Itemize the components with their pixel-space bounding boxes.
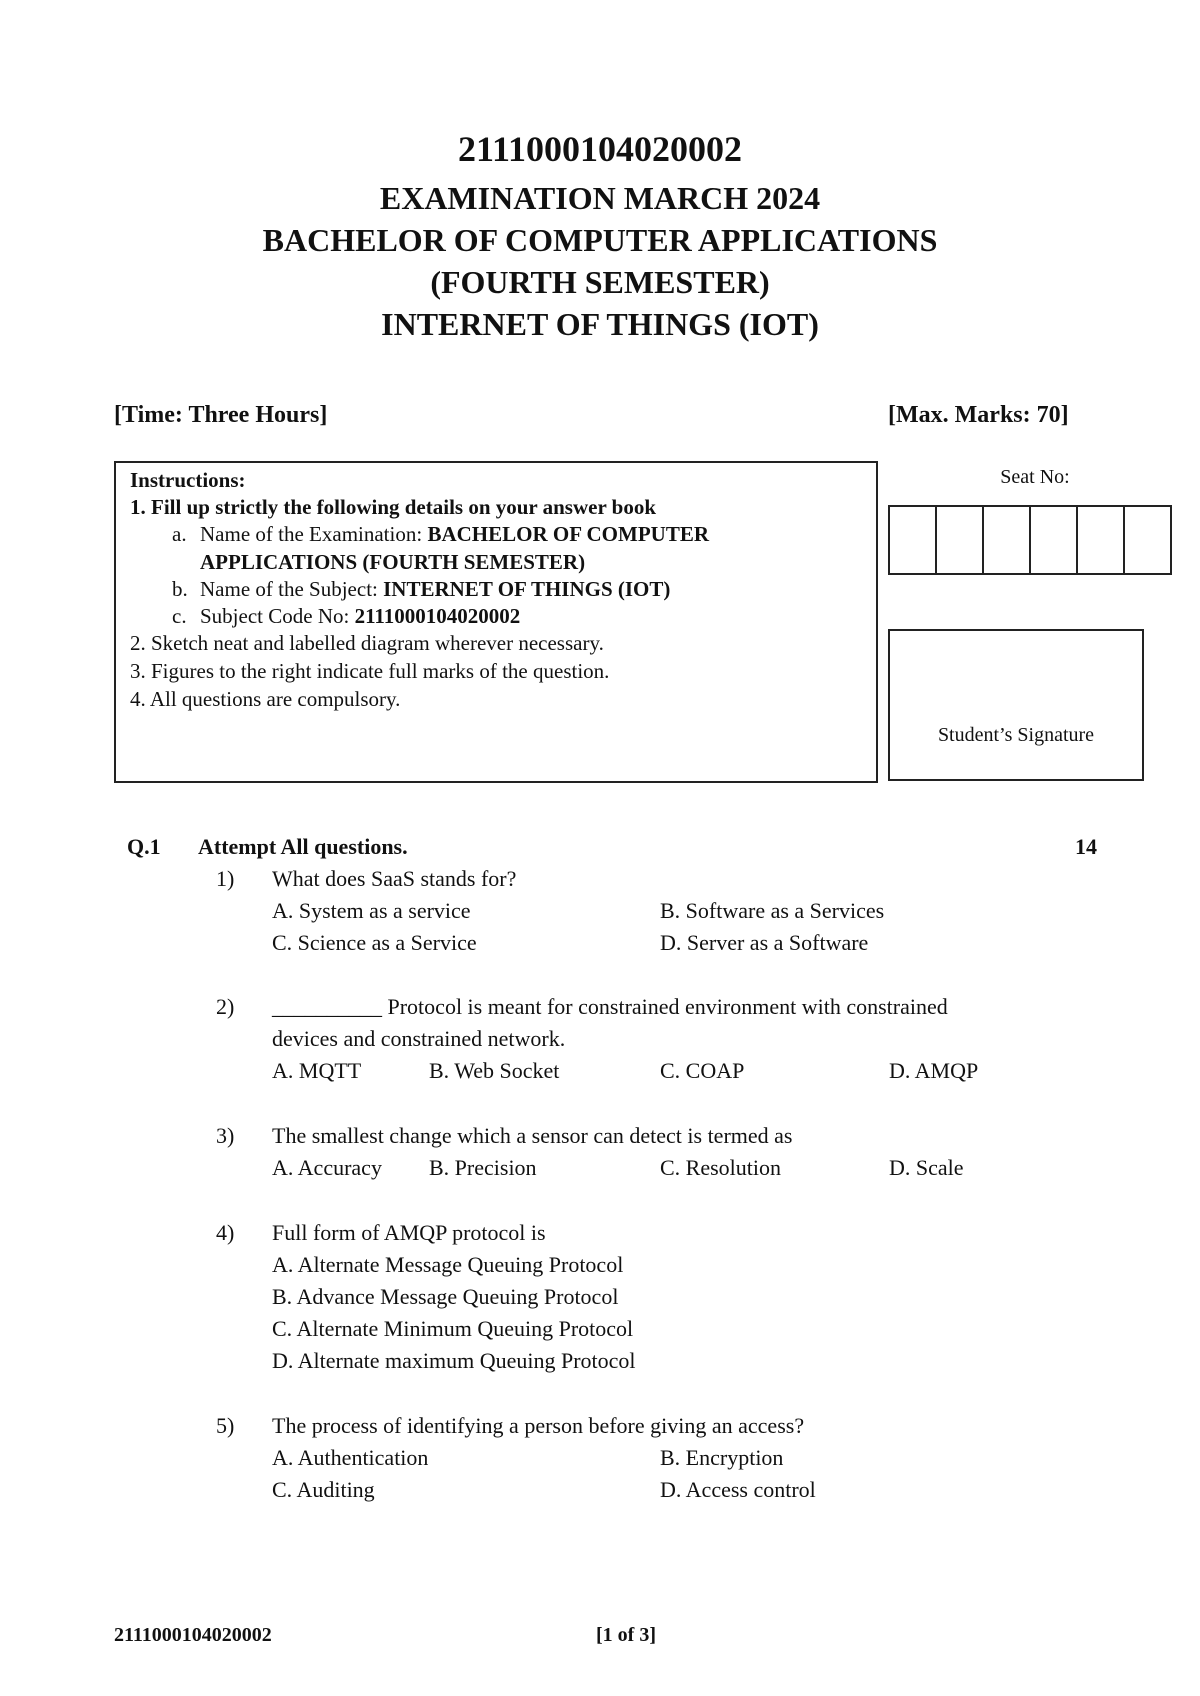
semester-title: (FOURTH SEMESTER) [430, 264, 770, 300]
program-title: BACHELOR OF COMPUTER APPLICATIONS [262, 222, 938, 258]
instruction-1c-text: Subject Code No: [200, 604, 355, 628]
student-signature-label: Student’s Signature [937, 724, 1095, 746]
subquestion-number: 3) [216, 1123, 235, 1148]
question-title: Attempt All questions. [198, 834, 408, 859]
subquestion-text-cont: devices and constrained network. [272, 1026, 566, 1051]
instruction-1b-value: INTERNET OF THINGS (IOT) [383, 577, 671, 601]
instruction-3: 3. Figures to the right indicate full marks of the question. [130, 659, 610, 683]
option-a: A. System as a service [272, 898, 471, 923]
option-c: C. Science as a Service [272, 930, 477, 955]
exam-duration: [Time: Three Hours] [114, 402, 328, 428]
seat-number-cell [1031, 507, 1078, 573]
option-d: D. Alternate maximum Queuing Protocol [272, 1348, 636, 1373]
subquestion-text: The process of identifying a person before giving an access? [272, 1413, 805, 1438]
option-c: C. Auditing [272, 1477, 375, 1502]
subject-title: INTERNET OF THINGS (IOT) [381, 306, 819, 342]
instruction-2: 2. Sketch neat and labelled diagram wherever necessary. [130, 631, 604, 655]
instruction-1a-value-cont: APPLICATIONS (FOURTH SEMESTER) [200, 550, 586, 574]
option-a: A. Alternate Message Queuing Protocol [272, 1252, 624, 1277]
subquestion-number: 4) [216, 1220, 235, 1245]
option-b: B. Precision [429, 1155, 537, 1180]
instruction-1a-label: a. [172, 522, 187, 546]
seat-number-cell [937, 507, 984, 573]
option-b: B. Advance Message Queuing Protocol [272, 1284, 619, 1309]
instruction-1c-value: 2111000104020002 [354, 604, 521, 628]
option-c: C. COAP [660, 1058, 745, 1083]
seat-number-label: Seat No: [1000, 466, 1070, 488]
instruction-1b [200, 576, 670, 604]
exam-title: EXAMINATION MARCH 2024 [379, 180, 821, 216]
option-a: A. MQTT [272, 1058, 362, 1083]
seat-number-cell [890, 507, 937, 573]
subquestion-number: 5) [216, 1413, 235, 1438]
subquestion-text: Full form of AMQP protocol is [272, 1220, 546, 1245]
seat-number-cell [984, 507, 1031, 573]
instruction-1c [200, 603, 520, 631]
option-b: B. Encryption [660, 1445, 784, 1470]
question-number: Q.1 [127, 834, 161, 859]
option-a: A. Accuracy [272, 1155, 382, 1180]
instruction-1c-label: c. [172, 604, 187, 628]
option-d: D. Scale [889, 1155, 964, 1180]
instruction-1b-text: Name of the Subject: [200, 577, 384, 601]
subquestion-text: __________ Protocol is meant for constrained environment with constrained [272, 994, 948, 1019]
instructions-box [114, 461, 878, 783]
subquestion-number: 2) [216, 994, 235, 1019]
option-c: C. Resolution [660, 1155, 782, 1180]
option-d: D. Server as a Software [660, 930, 869, 955]
option-a: A. Authentication [272, 1445, 429, 1470]
page-number: [1 of 3] [596, 1624, 656, 1646]
subquestion-text: The smallest change which a sensor can detect is termed as [272, 1123, 793, 1148]
subquestion-text: What does SaaS stands for? [272, 866, 517, 891]
option-b: B. Web Socket [429, 1058, 560, 1083]
seat-number-cell [1125, 507, 1170, 573]
instructions-title: Instructions: [130, 468, 246, 492]
option-d: D. Access control [660, 1477, 816, 1502]
instruction-1b-label: b. [172, 577, 188, 601]
instruction-1a-text: Name of the Examination: [200, 522, 428, 546]
subject-code-heading: 2111000104020002 [457, 129, 743, 169]
option-c: C. Alternate Minimum Queuing Protocol [272, 1316, 634, 1341]
instruction-1: 1. Fill up strictly the following details on your answer book [130, 495, 657, 519]
subquestion-number: 1) [216, 866, 235, 891]
seat-number-cell [1078, 507, 1125, 573]
max-marks: [Max. Marks: 70] [888, 402, 1069, 428]
option-d: D. AMQP [889, 1058, 979, 1083]
seat-number-boxes [888, 505, 1172, 575]
option-b: B. Software as a Services [660, 898, 885, 923]
instruction-1a-value: BACHELOR OF COMPUTER [427, 522, 709, 546]
instruction-4: 4. All questions are compulsory. [130, 687, 401, 711]
footer-subject-code: 2111000104020002 [114, 1624, 272, 1646]
instruction-1a [200, 521, 709, 549]
question-marks: 14 [1075, 834, 1097, 859]
student-signature-box [888, 629, 1144, 781]
